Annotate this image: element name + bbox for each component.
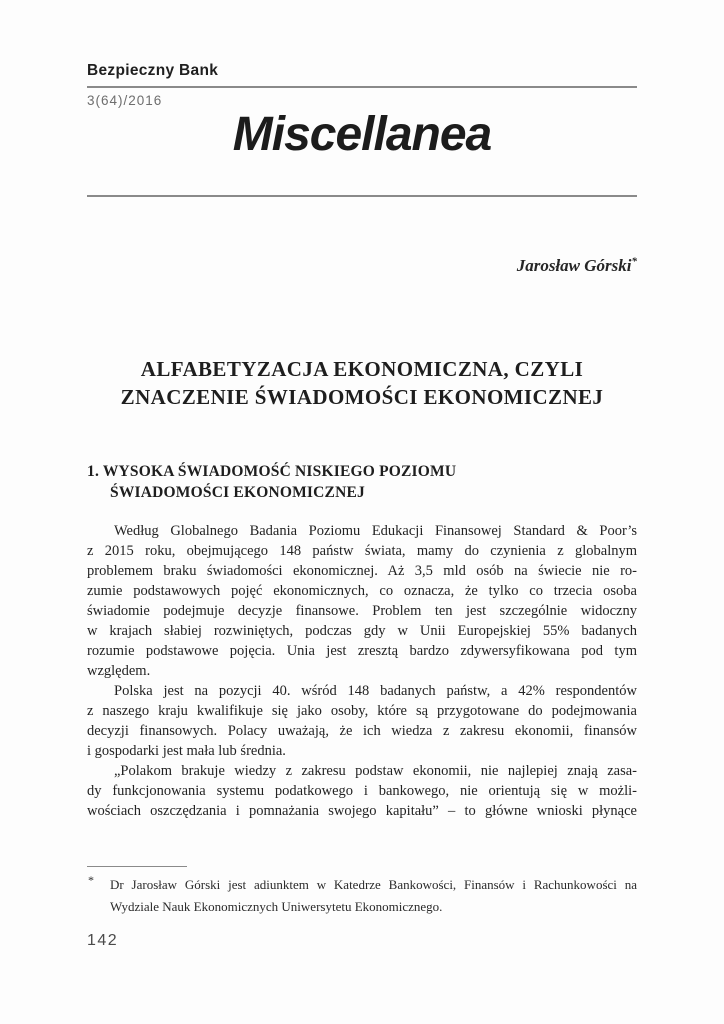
author-footnote-mark: * bbox=[631, 255, 637, 268]
text-line: świadomie podejmuje decyzje finansowe. Problem ten jest szczególnie widoczny bbox=[87, 603, 637, 619]
text-line: problemem braku świadomości ekonomicznej. Aż 3,5 mld osób na świecie nie ro- bbox=[87, 563, 637, 579]
text-line: rozumie podstawowe pojęcia. Unia jest zresztą bardzo zdywersyfikowana pod tym bbox=[87, 643, 637, 659]
journal-name: Bezpieczny Bank bbox=[87, 62, 219, 79]
text-line: w krajach słabiej rozwiniętych, podczas gdy w Unii Europejskiej 55% badanych bbox=[87, 623, 637, 639]
text-line: z 2015 roku, obejmującego 148 państw świata, mamy do czynienia z globalnym bbox=[87, 543, 637, 559]
text-line: z naszego kraju kwalifikuje się jako osoby, które są przygotowane do podejmowania bbox=[87, 703, 637, 719]
page-number: 142 bbox=[87, 932, 119, 949]
article-title-line: ALFABETYZACJA EKONOMICZNA, CZYLI bbox=[140, 357, 584, 381]
author-name: Jarosław Górski bbox=[516, 256, 632, 275]
article-body bbox=[87, 521, 637, 821]
section-heading-line bbox=[87, 461, 637, 482]
section-heading-line: ŚWIADOMOŚCI EKONOMICZNEJ bbox=[110, 484, 365, 501]
footnote-rule bbox=[87, 866, 187, 867]
footnote-mark: * bbox=[88, 873, 94, 887]
article-title bbox=[87, 355, 637, 411]
footnote-line: Wydziale Nauk Ekonomicznych Uniwersytetu Ekonomicznego. bbox=[110, 899, 443, 914]
footnote-line: Dr Jarosław Górski jest adiunktem w Katedrze Bankowości, Finansów i Rachunkowości na bbox=[110, 877, 637, 892]
author-byline bbox=[87, 255, 637, 277]
section-heading-number: 1. bbox=[87, 463, 100, 480]
section-heading bbox=[87, 461, 637, 503]
text-line: decyzji finansowych. Polacy uważają, że ich wiedza z zakresu ekonomii, finansów bbox=[87, 723, 637, 739]
text-line: zumie podstawowych pojęć ekonomicznych, co oznacza, że tylko co trzecia osoba bbox=[87, 583, 637, 599]
paragraph bbox=[87, 761, 637, 821]
paragraph bbox=[87, 681, 637, 761]
paragraph bbox=[87, 521, 637, 681]
text-line: dy funkcjonowania systemu podatkowego i bankowego, nie orientują się w możli- bbox=[87, 783, 637, 799]
text-line: wościach oszczędzania i pomnażania swojego kapitału” – to główne wnioski płynące bbox=[87, 803, 637, 819]
section-rule bbox=[87, 195, 637, 197]
text-line: i gospodarki jest mała lub średnia. bbox=[87, 743, 286, 759]
masthead-rule bbox=[87, 86, 637, 88]
journal-issue: 3(64)/2016 bbox=[87, 93, 163, 108]
article-title-line: ZNACZENIE ŚWIADOMOŚCI EKONOMICZNEJ bbox=[120, 385, 604, 409]
text-line: „Polakom brakuje wiedzy z zakresu podstaw ekonomii, nie najlepiej znają zasa- bbox=[114, 763, 637, 779]
text-line: względem. bbox=[87, 663, 151, 679]
text-line: Polska jest na pozycji 40. wśród 148 badanych państw, a 42% respondentów bbox=[114, 683, 637, 699]
section-heading-text: WYSOKA ŚWIADOMOŚĆ NISKIEGO POZIOMU bbox=[102, 463, 457, 480]
footnote bbox=[87, 874, 637, 918]
text-line: Według Globalnego Badania Poziomu Edukacji Finansowej Standard & Poor’s bbox=[114, 523, 637, 539]
journal-section-title: Miscellanea bbox=[232, 108, 492, 161]
footnote-text bbox=[110, 874, 637, 918]
